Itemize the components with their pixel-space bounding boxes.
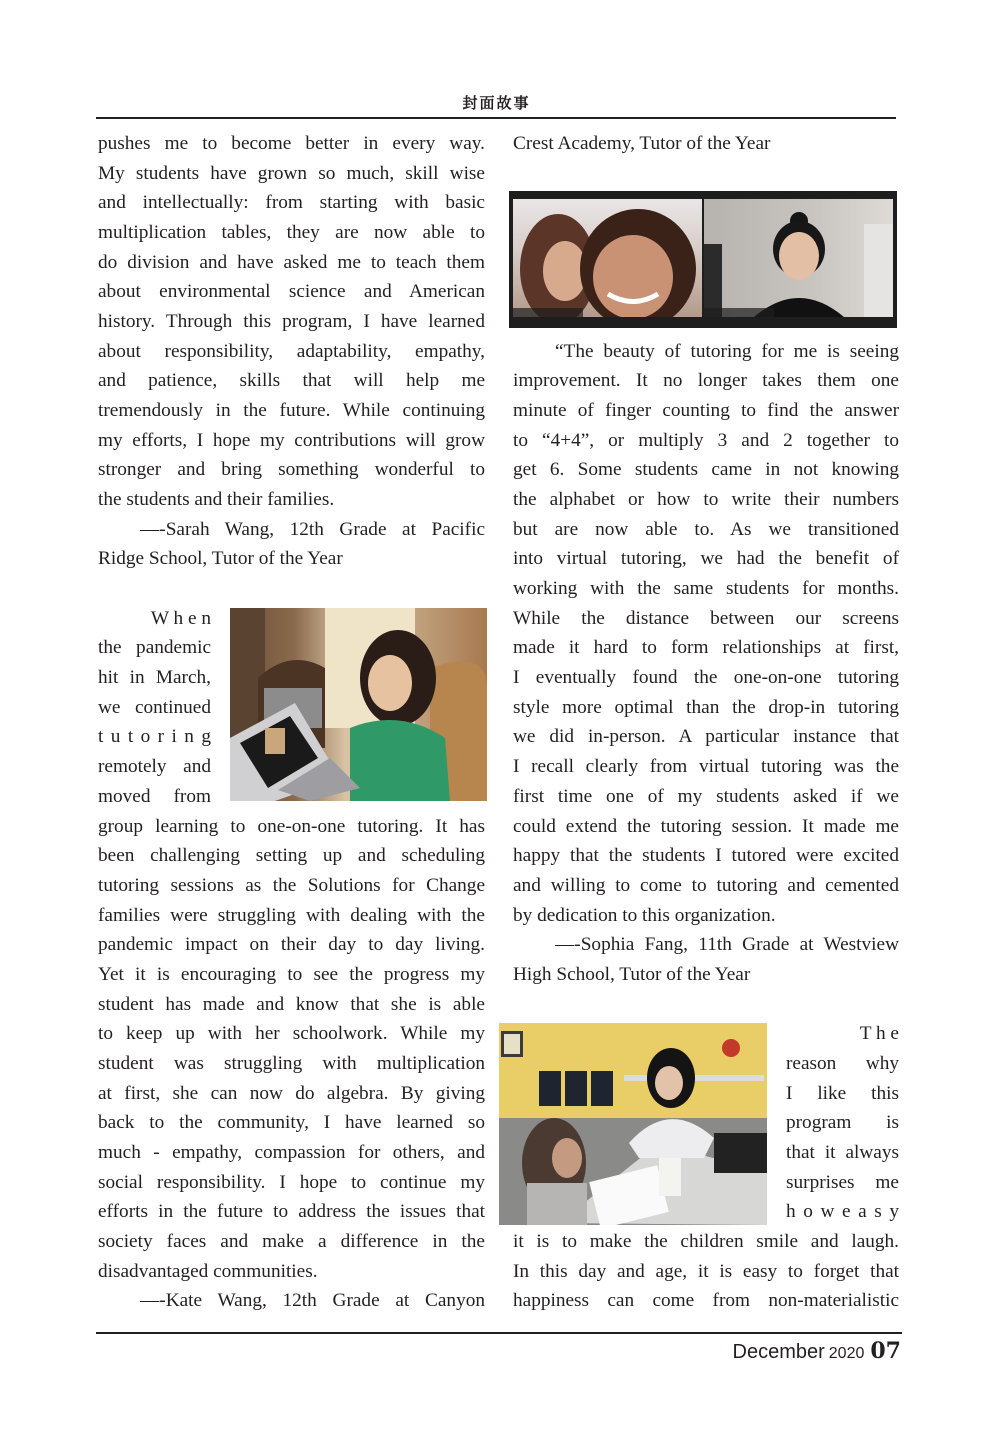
text-line: to “4+4”, or multiply 3 and 2 together to bbox=[513, 430, 899, 451]
wrap-line: T h e bbox=[859, 1023, 899, 1044]
text-line: social responsibility. I hope to continue my bbox=[98, 1172, 485, 1193]
text-line: student was struggling with multiplication bbox=[98, 1053, 485, 1074]
section-title: 封面故事 bbox=[462, 94, 531, 112]
text-line: and willing to come to tutoring and cemented bbox=[513, 875, 899, 896]
text-line: into virtual tutoring, we had the benefit of bbox=[513, 548, 899, 569]
signature-kate-school: Crest Academy, Tutor of the Year bbox=[513, 133, 771, 154]
text-line: get 6. Some students came in not knowing bbox=[513, 459, 899, 480]
wrap-line: that it always bbox=[786, 1142, 899, 1163]
text-line: tremendously in the future. While continuing bbox=[98, 400, 485, 421]
signature-sophia-school: High School, Tutor of the Year bbox=[513, 964, 751, 985]
signature-sarah-school: Ridge School, Tutor of the Year bbox=[98, 548, 343, 569]
text-line: made it hard to form relationships at first, bbox=[513, 637, 899, 658]
video-tile-students-illustration bbox=[513, 199, 702, 317]
text-line: and patience, skills that will help me bbox=[98, 370, 485, 391]
video-tile-tutor-illustration bbox=[704, 199, 893, 317]
text-line: efforts in the future to address the issues that bbox=[98, 1201, 485, 1222]
text-line: the students and their families. bbox=[98, 489, 335, 510]
photo-video-call bbox=[509, 191, 897, 328]
text-line: back to the community, I have learned so bbox=[98, 1112, 485, 1133]
text-line: group learning to one-on-one tutoring. It has bbox=[98, 816, 485, 837]
footer-rule bbox=[96, 1332, 902, 1334]
text-line: “The beauty of tutoring for me is seeing bbox=[555, 341, 899, 362]
text-line: at first, she can now do algebra. By giving bbox=[98, 1083, 485, 1104]
text-line: about environmental science and American bbox=[98, 281, 485, 302]
text-line: style more optimal than the drop-in tutoring bbox=[513, 697, 899, 718]
signature-sophia: —-Sophia Fang, 11th Grade at Westview bbox=[555, 934, 899, 955]
wrap-line: I like this bbox=[786, 1083, 899, 1104]
text-line: In this day and age, it is easy to forget that bbox=[513, 1261, 899, 1282]
text-line: student has made and know that she is able bbox=[98, 994, 485, 1015]
text-line: do division and have asked me to teach them bbox=[98, 252, 485, 273]
text-line: working with the same students for months. bbox=[513, 578, 899, 599]
text-line: history. Through this program, I have learned bbox=[98, 311, 485, 332]
signature-kate: —-Kate Wang, 12th Grade at Canyon bbox=[140, 1290, 485, 1311]
wrap-line: the pandemic bbox=[98, 637, 211, 658]
text-line: My students have grown so much, skill wise bbox=[98, 163, 485, 184]
footer-year: 2020 bbox=[828, 1345, 865, 1362]
header-rule bbox=[96, 117, 896, 119]
text-line: I recall clearly from virtual tutoring was the bbox=[513, 756, 899, 777]
text-line: While the distance between our screens bbox=[513, 608, 899, 629]
text-line: multiplication tables, they are now able to bbox=[98, 222, 485, 243]
page-number: 07 bbox=[870, 1338, 901, 1364]
video-tile-students bbox=[513, 199, 702, 317]
participant-name-label bbox=[704, 308, 774, 317]
text-line: tutoring sessions as the Solutions for Change bbox=[98, 875, 485, 896]
text-line: I eventually found the one-on-one tutoring bbox=[513, 667, 899, 688]
wrap-line: we continued bbox=[98, 697, 211, 718]
text-line: first time one of my students asked if we bbox=[513, 786, 899, 807]
wrap-line: hit in March, bbox=[98, 667, 211, 688]
wrap-line: t u t o r i n g bbox=[98, 726, 211, 747]
text-line: pushes me to become better in every way. bbox=[98, 133, 485, 154]
participant-name-label bbox=[513, 308, 583, 317]
text-line: minute of finger counting to find the answer bbox=[513, 400, 899, 421]
photo-classroom-tutoring bbox=[499, 1023, 767, 1225]
video-tile-tutor bbox=[704, 199, 893, 317]
text-line: improvement. It no longer takes them one bbox=[513, 370, 899, 391]
text-line: my efforts, I hope my contributions will grow bbox=[98, 430, 485, 451]
page-footer bbox=[733, 1338, 901, 1364]
wrap-line: moved from bbox=[98, 786, 211, 807]
signature-sarah: —-Sarah Wang, 12th Grade at Pacific bbox=[140, 519, 485, 540]
text-line: could extend the tutoring session. It made me bbox=[513, 816, 899, 837]
photo-student-laptop-illustration bbox=[230, 608, 487, 801]
text-line: to keep up with her schoolwork. While my bbox=[98, 1023, 485, 1044]
wrap-line: h o w e a s y bbox=[786, 1201, 899, 1222]
text-line: happiness can come from non-materialistic bbox=[513, 1290, 899, 1311]
wrap-line: program is bbox=[786, 1112, 899, 1133]
text-line: it is to make the children smile and laugh. bbox=[513, 1231, 899, 1252]
wrap-line: remotely and bbox=[98, 756, 211, 777]
text-line: and intellectually: from starting with basic bbox=[98, 192, 485, 213]
text-line: about responsibility, adaptability, empathy, bbox=[98, 341, 485, 362]
footer-month: December bbox=[732, 1341, 825, 1363]
text-line: we did in-person. A particular instance that bbox=[513, 726, 899, 747]
wrap-line: surprises me bbox=[786, 1172, 899, 1193]
text-line: Yet it is encouraging to see the progress my bbox=[98, 964, 485, 985]
photo-classroom-tutoring-illustration bbox=[499, 1023, 767, 1225]
text-line: pandemic impact on their day to day living. bbox=[98, 934, 485, 955]
text-line: but are now able to. As we transitioned bbox=[513, 519, 899, 540]
text-line: disadvantaged communities. bbox=[98, 1261, 318, 1282]
text-line: the alphabet or how to write their numbers bbox=[513, 489, 899, 510]
wrap-line: W h e n bbox=[150, 608, 211, 629]
text-line: society faces and make a difference in the bbox=[98, 1231, 485, 1252]
wrap-line: reason why bbox=[786, 1053, 899, 1074]
text-line: families were struggling with dealing with the bbox=[98, 905, 485, 926]
text-line: by dedication to this organization. bbox=[513, 905, 776, 926]
text-line: much - empathy, compassion for others, and bbox=[98, 1142, 485, 1163]
text-line: happy that the students I tutored were excited bbox=[513, 845, 899, 866]
text-line: been challenging setting up and scheduling bbox=[98, 845, 485, 866]
text-line: stronger and bring something wonderful to bbox=[98, 459, 485, 480]
photo-student-laptop bbox=[230, 608, 487, 801]
